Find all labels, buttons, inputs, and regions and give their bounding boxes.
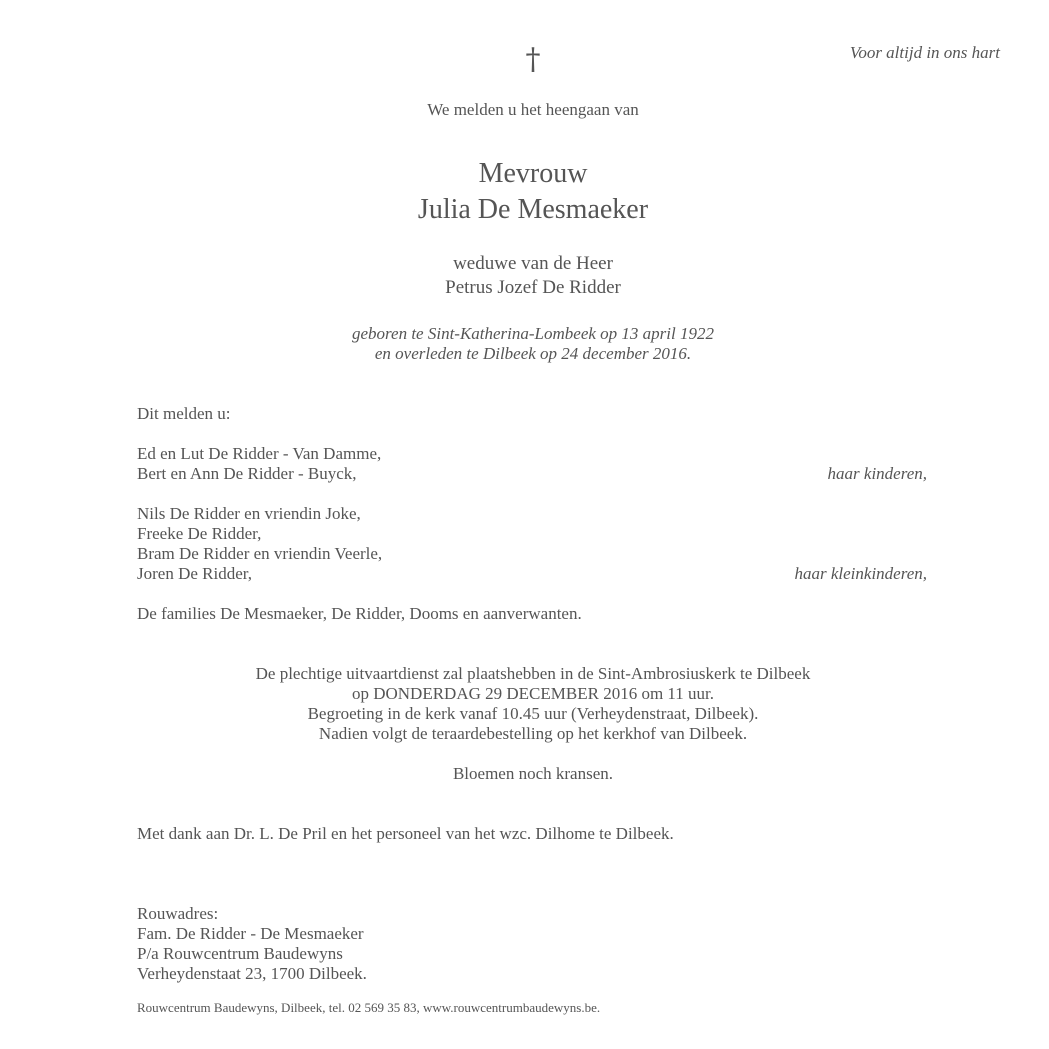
address-line: P/a Rouwcentrum Baudewyns	[137, 944, 343, 963]
address-line: Verheydenstaat 23, 1700 Dilbeek.	[137, 964, 367, 983]
intro-text: We melden u het heengaan van	[427, 100, 639, 119]
list-item: Bram De Ridder en vriendin Veerle,	[137, 544, 383, 563]
announcers-heading: Dit melden u:	[137, 404, 231, 423]
list-item: Joren De Ridder,	[137, 564, 252, 583]
dates-block	[0, 324, 1049, 364]
service-line: Nadien volgt de teraardebestelling op het kerkhof van Dilbeek.	[318, 724, 748, 743]
list-item: Freeke De Ridder,	[137, 524, 262, 543]
spouse-block	[0, 252, 1049, 300]
footer-text: Rouwcentrum Baudewyns, Dilbeek, tel. 02 569 35 83, www.rouwcentrumbaudewyns.be.	[137, 1000, 601, 1015]
service-line: Begroeting in de kerk vanaf 10.45 uur (Verheydenstraat, Dilbeek).	[307, 704, 759, 723]
service-line: De plechtige uitvaartdienst zal plaatshebben in de Sint-Ambrosiuskerk te Dilbeek	[255, 664, 811, 683]
service-block	[0, 664, 1049, 744]
honorific: Mevrouw	[478, 158, 588, 189]
cross-icon: †	[525, 42, 541, 77]
list-item: Bert en Ann De Ridder - Buyck,	[137, 464, 357, 483]
spouse-line-2: Petrus Jozef De Ridder	[445, 277, 621, 298]
list-item: Nils De Ridder en vriendin Joke,	[137, 504, 361, 523]
name-title	[0, 156, 1049, 228]
flowers-note: Bloemen noch kransen.	[452, 764, 614, 783]
thanks-line: Met dank aan Dr. L. De Pril en het personeel van het wzc. Dilhome te Dilbeek.	[137, 824, 674, 843]
service-line: op DONDERDAG 29 DECEMBER 2016 om 11 uur.	[351, 684, 715, 703]
families-line: De families De Mesmaeker, De Ridder, Dooms en aanverwanten.	[137, 604, 582, 623]
spouse-line-1: weduwe van de Heer	[453, 253, 613, 274]
motto: Voor altijd in ons hart	[849, 43, 1000, 62]
birth-line: geboren te Sint-Katherina-Lombeek op 13 april 1922	[352, 324, 714, 343]
list-item: Ed en Lut De Ridder - Van Damme,	[137, 444, 382, 463]
children-label: haar kinderen,	[827, 464, 927, 483]
grandchildren-list	[137, 504, 382, 584]
address-block	[137, 904, 367, 984]
address-line: Rouwadres:	[137, 904, 219, 923]
children-list	[137, 444, 381, 484]
death-line: en overleden te Dilbeek op 24 december 2016.	[374, 344, 692, 363]
address-line: Fam. De Ridder - De Mesmaeker	[137, 924, 364, 943]
grandchildren-label: haar kleinkinderen,	[794, 564, 927, 583]
deceased-name: Julia De Mesmaeker	[417, 194, 649, 225]
